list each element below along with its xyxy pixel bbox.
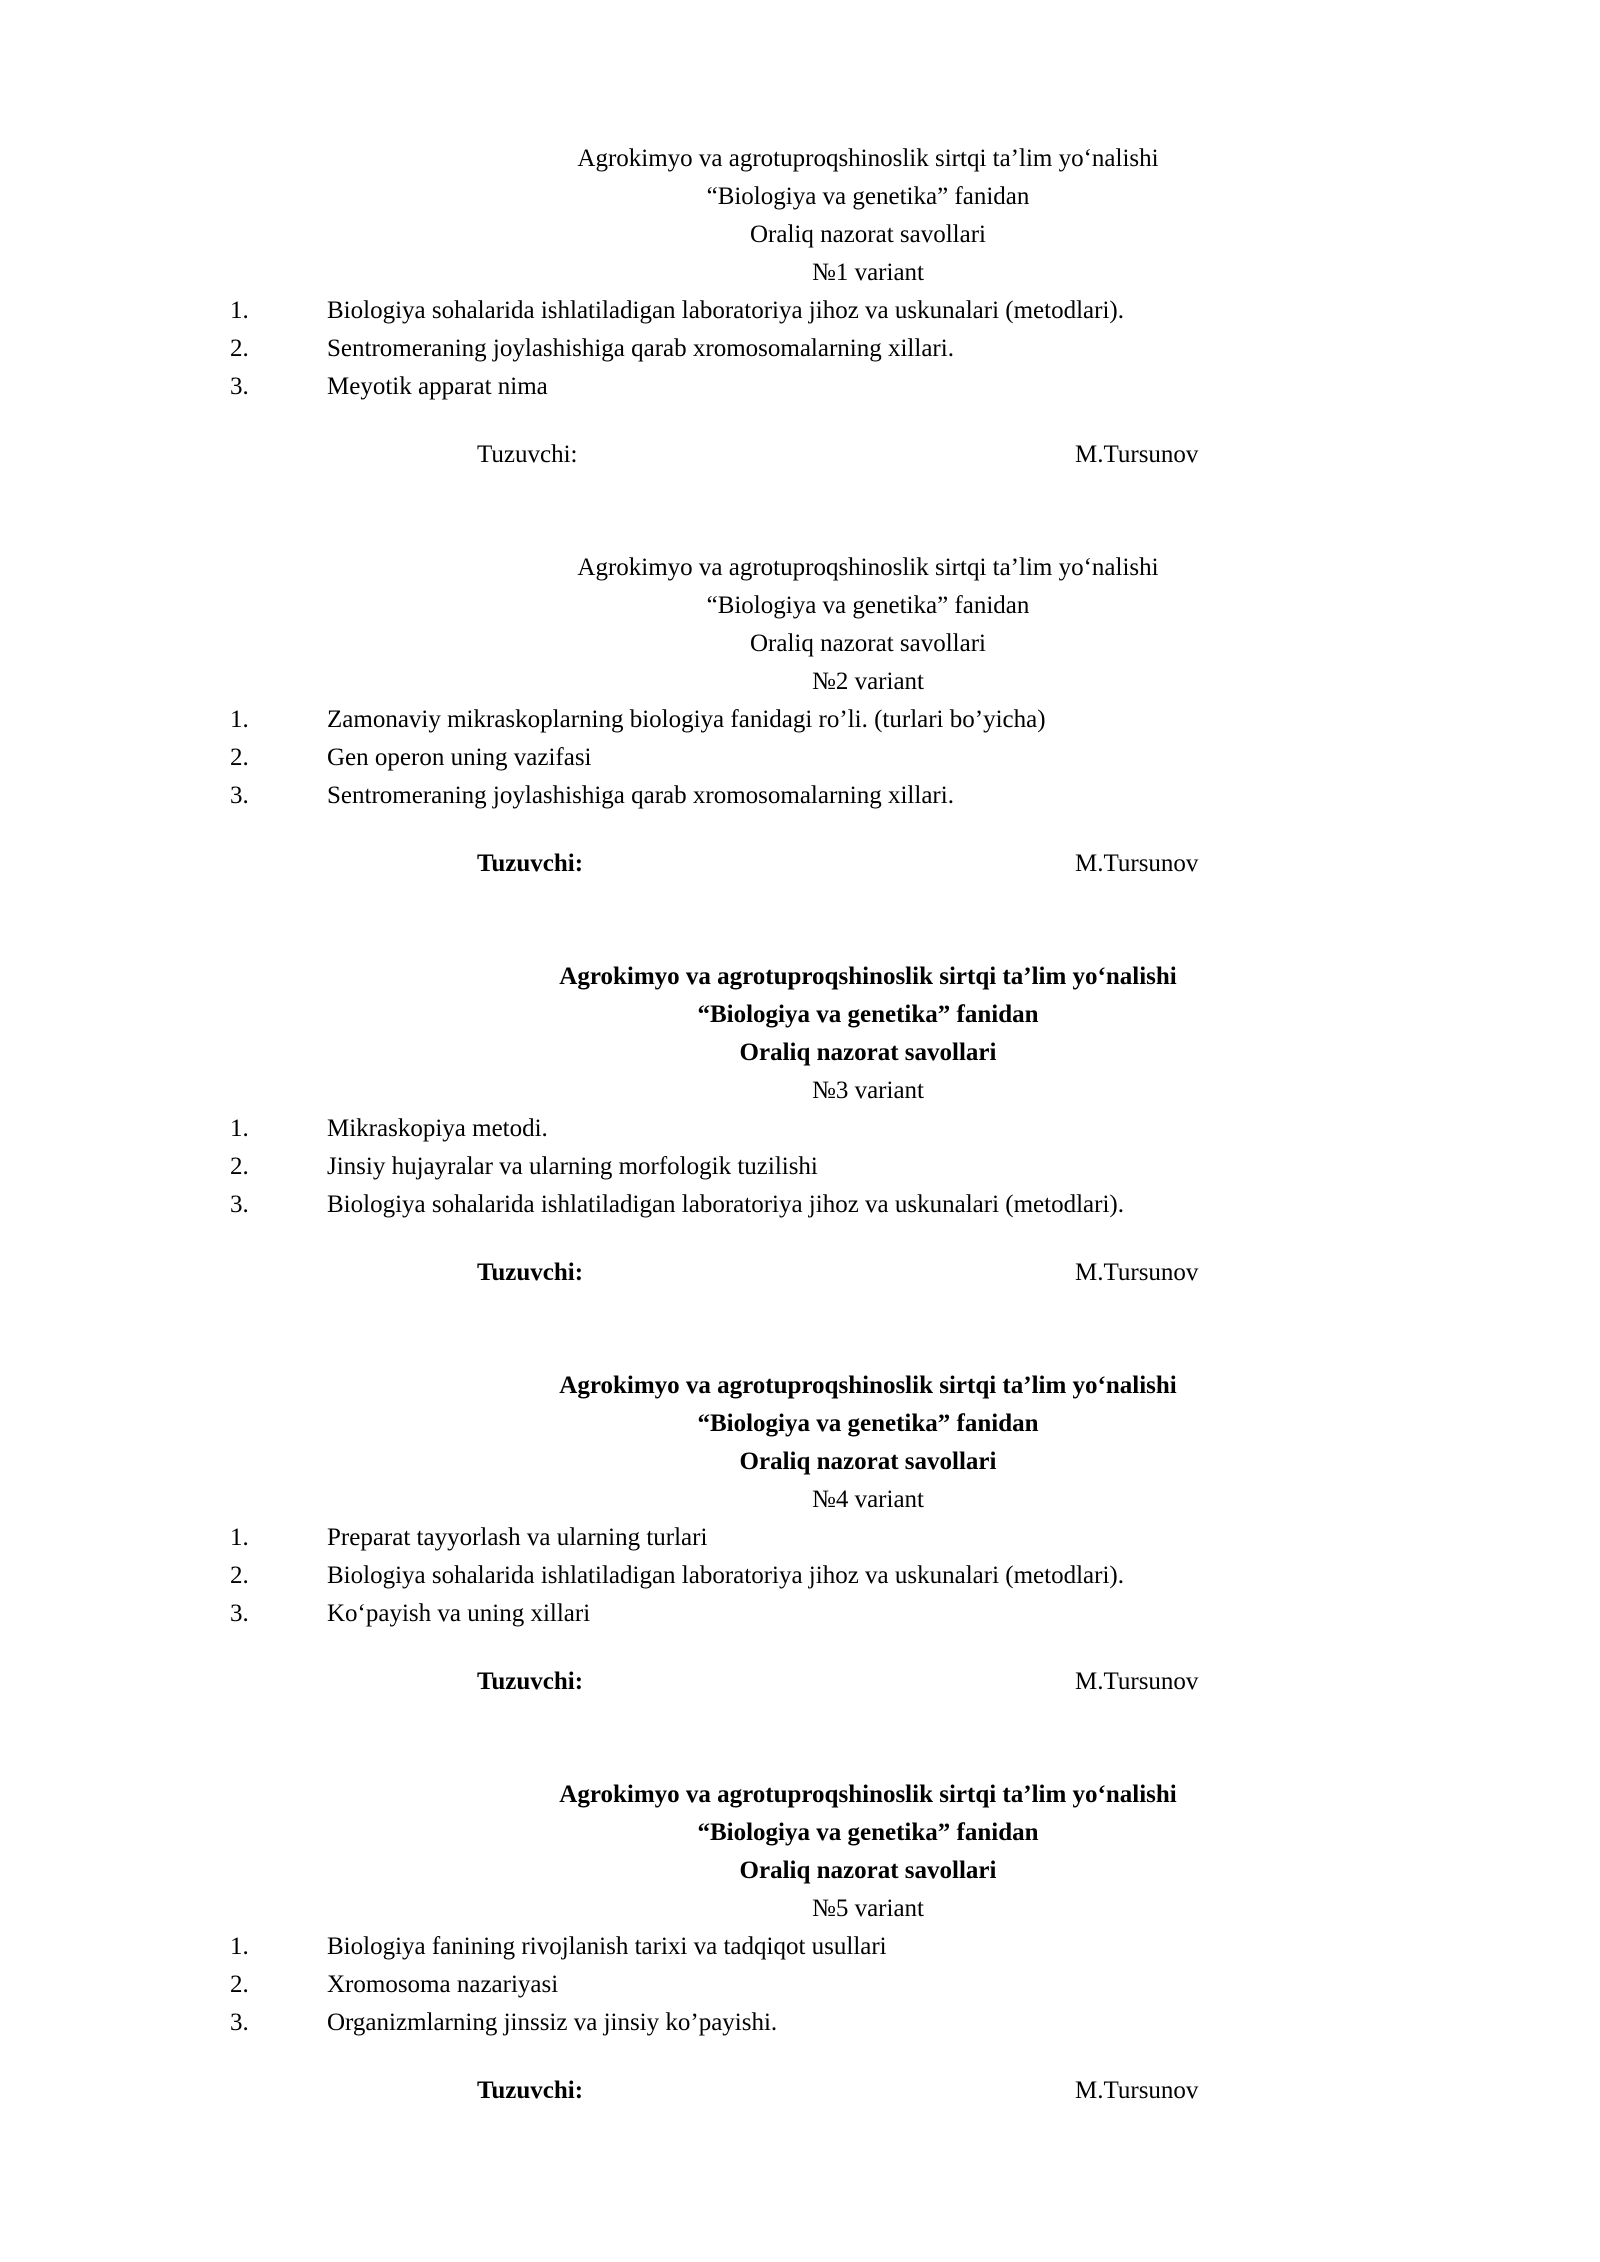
composer-name: M.Tursunov [1075,850,1199,877]
control-title: Oraliq nazorat savollari [749,630,986,657]
block-header [136,1367,1600,1519]
composer-name: M.Tursunov [1075,2077,1199,2104]
question-text: Jinsiy hujayralar va ularning morfologik tuzilishi [327,1153,818,1180]
question-text: Mikraskopiya metodi. [327,1115,548,1142]
question-text: Organizmlarning jinssiz va jinsiy ko’payishi. [327,2009,778,2036]
block-header [136,958,1600,1110]
question-item [0,1557,1600,1595]
question-text: Meyotik apparat nima [327,373,548,400]
question-number: 1. [230,297,249,324]
question-number: 3. [230,1191,249,1218]
direction-title: Agrokimyo va agrotuproqshinoslik sirtqi ta’lim yo‘nalishi [559,1372,1177,1399]
question-number: 2. [230,744,249,771]
direction-title: Agrokimyo va agrotuproqshinoslik sirtqi ta’lim yo‘nalishi [559,1781,1177,1808]
composer-row [0,845,1600,883]
question-list [0,701,1600,815]
composer-name: M.Tursunov [1075,1668,1199,1695]
composer-label: Tuzuvchi: [477,441,578,468]
subject-title: “Biologiya va genetika” fanidan [697,1819,1039,1846]
variant-label: №2 variant [811,668,924,695]
question-number: 1. [230,1933,249,1960]
question-list [0,292,1600,406]
composer-label: Tuzuvchi: [477,1259,584,1286]
block-header [136,1776,1600,1928]
composer-label: Tuzuvchi: [477,2077,584,2104]
question-number: 2. [230,1971,249,1998]
block-header [136,549,1600,701]
question-text: Sentromeraning joylashishiga qarab xromosomalarning xillari. [327,335,954,362]
question-list [0,1110,1600,1224]
question-number: 3. [230,2009,249,2036]
exam-variant-block-1 [0,140,1600,474]
question-text: Gen operon uning vazifasi [327,744,592,771]
direction-title: Agrokimyo va agrotuproqshinoslik sirtqi ta’lim yo‘nalishi [577,145,1159,172]
question-number: 3. [230,373,249,400]
question-number: 2. [230,335,249,362]
question-number: 1. [230,1524,249,1551]
composer-name: M.Tursunov [1075,1259,1199,1286]
composer-label: Tuzuvchi: [477,850,584,877]
direction-title: Agrokimyo va agrotuproqshinoslik sirtqi ta’lim yo‘nalishi [577,554,1159,581]
question-item [0,1966,1600,2004]
question-text: Ko‘payish va uning xillari [327,1600,591,1627]
subject-title: “Biologiya va genetika” fanidan [706,592,1030,619]
question-item [0,739,1600,777]
control-title: Oraliq nazorat savollari [739,1857,997,1884]
question-number: 3. [230,1600,249,1627]
question-item [0,1148,1600,1186]
exam-variant-block-5 [0,1776,1600,2110]
composer-row [0,2072,1600,2110]
question-text: Biologiya sohalarida ishlatiladigan laboratoriya jihoz va uskunalari (metodlari). [327,1191,1124,1218]
question-list [0,1519,1600,1633]
question-number: 2. [230,1153,249,1180]
question-number: 1. [230,1115,249,1142]
variant-label: №4 variant [811,1486,924,1513]
question-text: Biologiya sohalarida ishlatiladigan laboratoriya jihoz va uskunalari (metodlari). [327,297,1124,324]
question-item [0,292,1600,330]
question-list [0,1928,1600,2042]
subject-title: “Biologiya va genetika” fanidan [697,1001,1039,1028]
variant-label: №5 variant [811,1895,924,1922]
composer-row [0,1663,1600,1701]
subject-title: “Biologiya va genetika” fanidan [697,1410,1039,1437]
variant-label: №1 variant [811,259,924,286]
question-item [0,1110,1600,1148]
composer-row [0,436,1600,474]
question-number: 1. [230,706,249,733]
question-item [0,777,1600,815]
question-text: Biologiya sohalarida ishlatiladigan laboratoriya jihoz va uskunalari (metodlari). [327,1562,1124,1589]
composer-label: Tuzuvchi: [477,1668,584,1695]
control-title: Oraliq nazorat savollari [749,221,986,248]
question-item [0,2004,1600,2042]
variant-label: №3 variant [811,1077,924,1104]
exam-variant-block-2 [0,549,1600,883]
question-item [0,1928,1600,1966]
exam-variant-block-3 [0,958,1600,1292]
control-title: Oraliq nazorat savollari [739,1039,997,1066]
control-title: Oraliq nazorat savollari [739,1448,997,1475]
question-text: Sentromeraning joylashishiga qarab xromosomalarning xillari. [327,782,954,809]
block-header [136,140,1600,292]
question-text: Biologiya fanining rivojlanish tarixi va tadqiqot usullari [327,1933,887,1960]
question-text: Zamonaviy mikraskoplarning biologiya fanidagi ro’li. (turlari bo’yicha) [327,706,1046,733]
direction-title: Agrokimyo va agrotuproqshinoslik sirtqi ta’lim yo‘nalishi [559,963,1177,990]
question-number: 2. [230,1562,249,1589]
composer-name: M.Tursunov [1075,441,1199,468]
exam-variant-block-4 [0,1367,1600,1701]
question-number: 3. [230,782,249,809]
question-item [0,368,1600,406]
question-text: Xromosoma nazariyasi [327,1971,559,1998]
question-item [0,701,1600,739]
composer-row [0,1254,1600,1292]
question-item [0,1186,1600,1224]
question-item [0,330,1600,368]
question-item [0,1595,1600,1633]
subject-title: “Biologiya va genetika” fanidan [706,183,1030,210]
question-item [0,1519,1600,1557]
question-text: Preparat tayyorlash va ularning turlari [327,1524,708,1551]
